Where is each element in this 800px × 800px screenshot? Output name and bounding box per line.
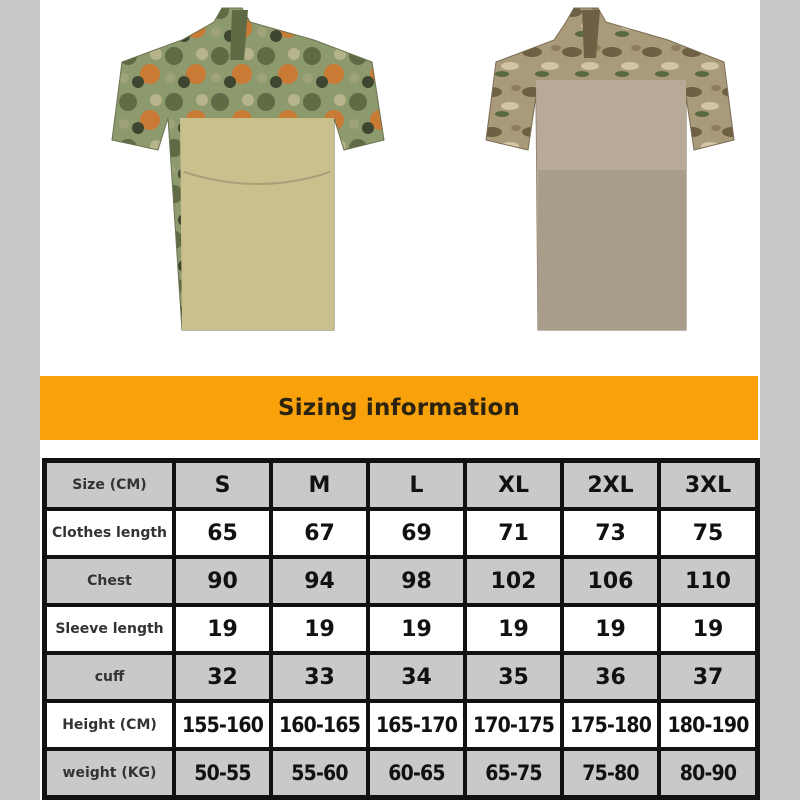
- value-cell: 94: [271, 557, 368, 605]
- value-cell: 19: [368, 605, 465, 653]
- size-chart-table: [42, 458, 760, 800]
- value-cell: 180-190: [659, 701, 757, 749]
- row-label-cell: Height (CM): [45, 701, 174, 749]
- sizing-banner: [40, 376, 758, 440]
- row-label-cell: Clothes length: [45, 509, 174, 557]
- value-cell: 90: [174, 557, 271, 605]
- table-row-height: [45, 701, 757, 749]
- value-cell: 102: [465, 557, 562, 605]
- product-photos: [40, 0, 760, 376]
- value-cell: 69: [368, 509, 465, 557]
- row-label-cell: weight (KG): [45, 749, 174, 797]
- value-cell: 36: [562, 653, 659, 701]
- value-cell: 75: [659, 509, 757, 557]
- table-row-cuff: [45, 653, 757, 701]
- table-row-sleeve-length: [45, 605, 757, 653]
- value-cell: 34: [368, 653, 465, 701]
- banner-title: Sizing information: [277, 395, 521, 421]
- value-cell: 71: [465, 509, 562, 557]
- value-cell: 60-65: [368, 749, 465, 797]
- value-cell: 75-80: [562, 749, 659, 797]
- value-cell: 160-165: [271, 701, 368, 749]
- value-cell: 33: [271, 653, 368, 701]
- table-row-weight: [45, 749, 757, 797]
- size-header-cell: L: [368, 461, 465, 509]
- value-cell: 50-55: [174, 749, 271, 797]
- value-cell: 19: [174, 605, 271, 653]
- value-cell: 65: [174, 509, 271, 557]
- size-header-cell: M: [271, 461, 368, 509]
- value-cell: 35: [465, 653, 562, 701]
- size-header-cell: S: [174, 461, 271, 509]
- value-cell: 65-75: [465, 749, 562, 797]
- value-cell: 175-180: [562, 701, 659, 749]
- value-cell: 73: [562, 509, 659, 557]
- value-cell: 110: [659, 557, 757, 605]
- value-cell: 67: [271, 509, 368, 557]
- table-row-clothes-length: [45, 509, 757, 557]
- value-cell: 55-60: [271, 749, 368, 797]
- header-label-cell: Size (CM): [45, 461, 174, 509]
- row-label-cell: Sleeve length: [45, 605, 174, 653]
- value-cell: 155-160: [174, 701, 271, 749]
- value-cell: 80-90: [659, 749, 757, 797]
- left-gray-band: [0, 0, 40, 800]
- row-label-cell: Chest: [45, 557, 174, 605]
- value-cell: 19: [465, 605, 562, 653]
- value-cell: 37: [659, 653, 757, 701]
- value-cell: 19: [271, 605, 368, 653]
- value-cell: 19: [659, 605, 757, 653]
- size-header-cell: 2XL: [562, 461, 659, 509]
- row-label-cell: cuff: [45, 653, 174, 701]
- table-row-chest: [45, 557, 757, 605]
- value-cell: 165-170: [368, 701, 465, 749]
- value-cell: 106: [562, 557, 659, 605]
- multicam-shirt-image: [442, 0, 742, 340]
- table-row-header: [45, 461, 757, 509]
- size-header-cell: XL: [465, 461, 562, 509]
- value-cell: 32: [174, 653, 271, 701]
- value-cell: 170-175: [465, 701, 562, 749]
- value-cell: 98: [368, 557, 465, 605]
- size-header-cell: 3XL: [659, 461, 757, 509]
- value-cell: 19: [562, 605, 659, 653]
- right-gray-band: [760, 0, 800, 800]
- green-camo-shirt-image: [72, 0, 392, 340]
